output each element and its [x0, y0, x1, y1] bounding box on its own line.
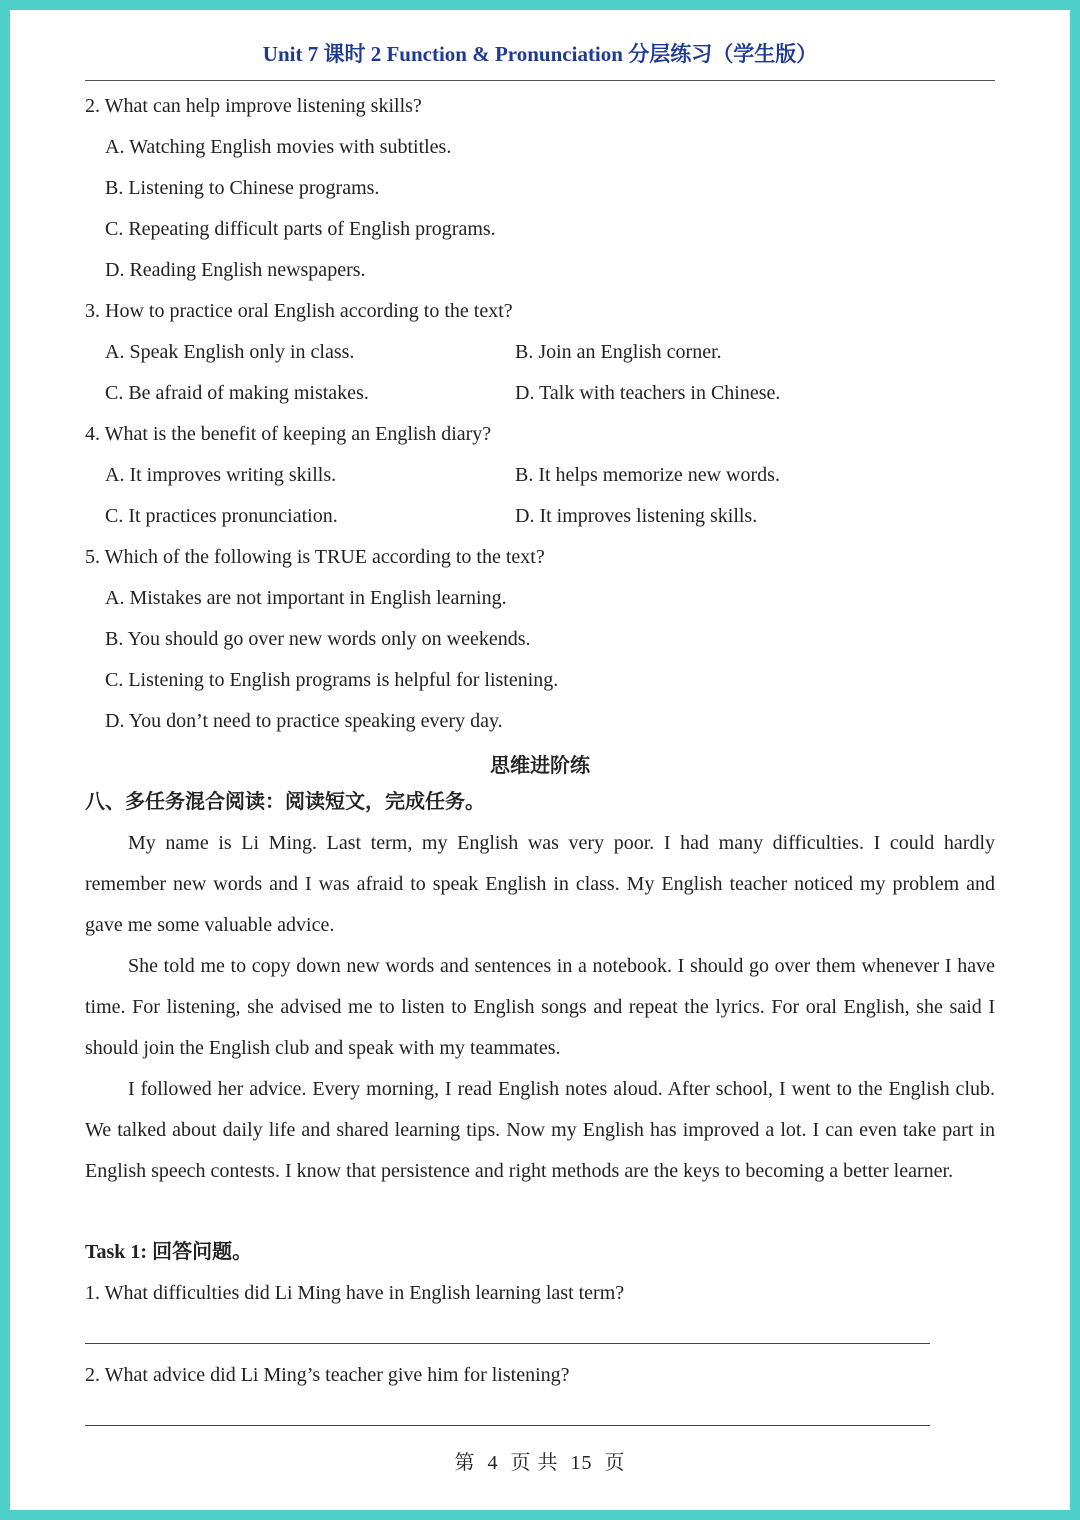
page-footer	[0, 1446, 1080, 1475]
exercise-instruction: 八、多任务混合阅读：阅读短文，完成任务。	[85, 791, 485, 813]
header-divider	[85, 80, 995, 81]
option-b: B. You should go over new words only on weekends.	[105, 628, 531, 650]
option-c: C. It practices pronunciation.	[105, 505, 338, 527]
reading-paragraph: She told me to copy down new words and sentences in a notebook. I should go over them whenever I have time. For listening, she advised me to listen to English songs and repeat the lyrics. For oral English, she said I should join the English club and speak with my teammates.	[85, 955, 995, 1059]
footer-prefix: 第	[454, 1452, 476, 1474]
option-d: D. It improves listening skills.	[515, 505, 758, 527]
question-stem: 4. What is the benefit of keeping an English diary?	[85, 423, 492, 445]
question-stem: 5. Which of the following is TRUE according to the text?	[85, 546, 545, 568]
question-stem: 2. What can help improve listening skills?	[85, 95, 422, 117]
footer-suffix: 页	[604, 1452, 626, 1474]
section-heading: 思维进阶练	[490, 755, 590, 777]
option-d: D. Reading English newspapers.	[105, 259, 366, 281]
option-d: D. You don’t need to practice speaking every day.	[105, 710, 503, 732]
option-d: D. Talk with teachers in Chinese.	[515, 382, 781, 404]
option-b: B. It helps memorize new words.	[515, 464, 780, 486]
option-b: B. Listening to Chinese programs.	[105, 177, 380, 199]
option-b: B. Join an English corner.	[515, 341, 722, 363]
footer-middle: 页 共	[510, 1452, 559, 1474]
option-a: A. Watching English movies with subtitles.	[105, 136, 452, 158]
answer-line[interactable]	[85, 1425, 930, 1426]
task-question: 2. What advice did Li Ming’s teacher give him for listening?	[85, 1364, 570, 1386]
footer-page-number: 4	[487, 1452, 499, 1474]
option-a: A. It improves writing skills.	[105, 464, 337, 486]
footer-total-pages: 15	[570, 1452, 593, 1474]
reading-paragraph: My name is Li Ming. Last term, my English was very poor. I had many difficulties. I could hardly remember new words and I was afraid to speak English in class. My English teacher noticed my problem and gave me some valuable advice.	[85, 832, 995, 936]
question-stem: 3. How to practice oral English according to the text?	[85, 300, 513, 322]
reading-paragraph: I followed her advice. Every morning, I read English notes aloud. After school, I went to the English club. We talked about daily life and shared learning tips. Now my English has improved a lot. I can even take part in English speech contests. I know that persistence and right methods are the keys to becoming a better learner.	[85, 1078, 995, 1182]
page-header-title: Unit 7 课时 2 Function & Pronunciation 分层练习（学生版）	[262, 42, 818, 66]
task-title: Task 1: 回答问题。	[85, 1241, 253, 1263]
option-c: C. Be afraid of making mistakes.	[105, 382, 369, 404]
task-question: 1. What difficulties did Li Ming have in English learning last term?	[85, 1282, 625, 1304]
answer-line[interactable]	[85, 1343, 930, 1344]
option-c: C. Repeating difficult parts of English programs.	[105, 218, 496, 240]
option-a: A. Mistakes are not important in English learning.	[105, 587, 507, 609]
option-c: C. Listening to English programs is helpful for listening.	[105, 669, 559, 691]
option-a: A. Speak English only in class.	[105, 341, 355, 363]
